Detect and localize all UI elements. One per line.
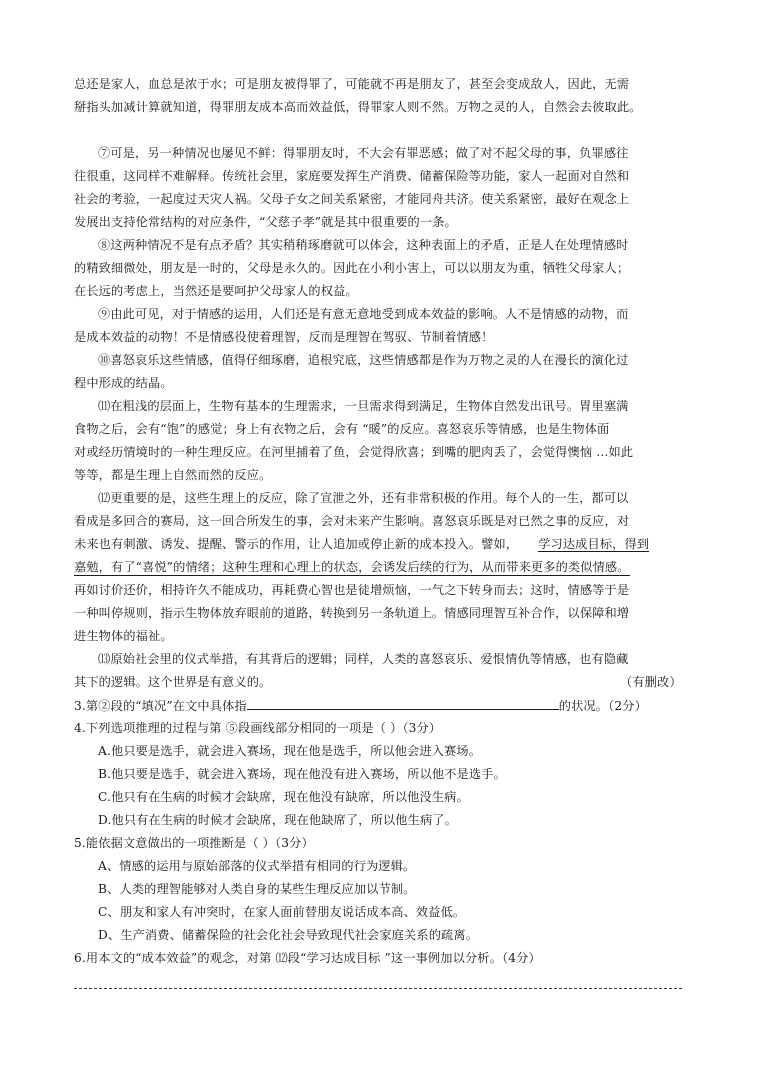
text-line: 对或经历情境时的一种生理反应。在河里捕着了鱼，会觉得欣喜；到嘴的肥肉丢了，会觉得懊恼 …如此 [74,445,634,459]
text-line: 在长远的考虑上，当然还是要呵护父母家人的权益。 [74,284,358,298]
question-3-text: 3.第②段的“填况”在文中具体指 [74,699,247,713]
text-line: 程中形成的结晶。 [74,376,173,390]
paragraph-9-line: ⑨由此可见，对于情感的运用，人们还是有意无意地受到成本效益的影响。人不是情感的动物，而 [98,307,629,321]
option-d[interactable]: D、生产消费、储蓄保险的社会化社会导致现代社会家庭关系的疏离。 [98,928,479,942]
question-5: 5.能依据文意做出的一项推断是（ ）（3分） [74,836,314,850]
text-line: 进生物体的福祉。 [74,629,173,643]
answer-line[interactable] [74,988,682,989]
text-line: 往很重，这同样不难解释。传统社会里，家庭要发挥生产消费、储蓄保险等功能，家人一起面对自然和 [74,169,630,183]
option-a[interactable]: A、情感的运用与原始部落的仪式举措有相同的行为逻辑。 [98,859,416,873]
question-3-suffix: 的状况。（2分） [558,699,647,713]
paragraph-8-line: ⑧这两种情况不是有点矛盾？其实稍稍琢磨就可以体会，这种表面上的矛盾，正是人在处理情感时 [98,238,629,252]
text-line: 再如讨价还价，相持许久不能成功，再耗费心智也是徒增烦恼，一气之下转身而去；这时，情感等于是 [74,583,630,597]
underlined-example: 学习达成目标，得到 [538,537,650,551]
text-span: 未来也有刺激、诱发、提醒、警示的作用，让人追加或停止新的成本投入。譬如， [74,537,519,551]
option-c[interactable]: C、朋友和家人有冲突时，在家人面前替朋友说话成本高、效益低。 [98,905,466,919]
text-line: 等等，都是生理上自然而然的反应。 [74,468,272,482]
text-line: 掰指头加减计算就知道，得罪朋友成本高而效益低，得罪家人则不然。万物之灵的人，自然会去彼取此。 [74,100,642,114]
text-line: 发展出支持伦常结构的对应条件，“父慈子孝”就是其中很重要的一条。 [74,215,457,229]
text-line: 的精致细微处，朋友是一时的，父母是永久的。因此在小利小害上，可以以朋友为重，牺牲父母家人； [74,261,630,275]
text-line: 一种叫停规则，指示生物体放弃眼前的道路，转换到另一条轨道上。情感同理智互补合作，以保障和增 [74,606,630,620]
question-3 [74,697,647,714]
text-line: 看成是多回合的赛局，这一回合所发生的事，会对未来产生影响。喜怒哀乐既是对已然之事的反应，对 [74,514,630,528]
answer-blank[interactable] [247,697,559,710]
text-line: 是成本效益的动物！不是情感役使着理智，反而是理智在驾驭、节制着情感！ [74,330,494,344]
underlined-line: 嘉勉，有了“喜悦”的情绪；这种生理和心理上的状态，会诱发后续的行为，从而带来更多的类似情感。 [74,560,630,574]
paragraph-10-line: ⑩喜怒哀乐这些情感，值得仔细琢磨，追根究底，这些情感都是作为万物之灵的人在漫长的演化过 [98,353,629,367]
question-6: 6.用本文的“成本效益”的观念，对第 ⑿段“学习达成目标 ”这一事例加以分析。（4分） [74,951,541,965]
option-d[interactable]: D.他只有在生病的时候才会缺席，现在他缺席了，所以他生病了。 [98,813,457,827]
paragraph-11-line: ⑾在粗浅的层面上，生物有基本的生理需求，一旦需求得到满足，生物体自然发出讯号。胃里塞满 [98,399,629,413]
paragraph-13-line: ⒀原始社会里的仪式举措，有其背后的逻辑；同样，人类的喜怒哀乐、爱恨情仇等情感，也有隐藏 [98,652,629,666]
text-line: 食物之后，会有“饱”的感觉；身上有衣物之后，会有 “暖”的反应。喜怒哀乐等情感，也是生物体面 [74,422,610,436]
option-c[interactable]: C.他只有在生病的时候才会缺席，现在他没有缺席，所以他没生病。 [98,790,469,804]
option-b[interactable]: B.他只要是选手，就会进入赛场，现在他没有进入赛场，所以他不是选手。 [98,767,506,781]
paragraph-7-line: ⑦可是，另一种情况也屡见不鲜：得罪朋友时，不大会有罪恶感；做了对不起父母的事，负罪感往 [98,146,629,160]
paragraph-12-line: ⑿更重要的是，这些生理上的反应，除了宣泄之外，还有非常积极的作用。每个人的一生，都可以 [98,491,629,505]
text-line: 其下的逻辑。这个世界是有意义的。 [74,675,272,689]
text-line [74,536,649,552]
edit-note: （有删改） [620,675,682,689]
option-a[interactable]: A.他只要是选手，就会进入赛场，现在他是选手，所以他会进入赛场。 [98,744,482,758]
question-4: 4.下列选项推理的过程与第 ⑤段画线部分相同的一项是（ ）（3分） [74,721,442,735]
option-b[interactable]: B、人类的理智能够对人类自身的某些生理反应加以节制。 [98,882,416,896]
text-line: 总还是家人，血总是浓于水；可是朋友被得罪了，可能就不再是朋友了，甚至会变成敌人，因此，无需 [74,77,630,91]
text-line: 社会的考验，一起度过天灾人祸。父母子女之间关系紧密，才能同舟共济。使关系紧密，最好在观念上 [74,192,630,206]
